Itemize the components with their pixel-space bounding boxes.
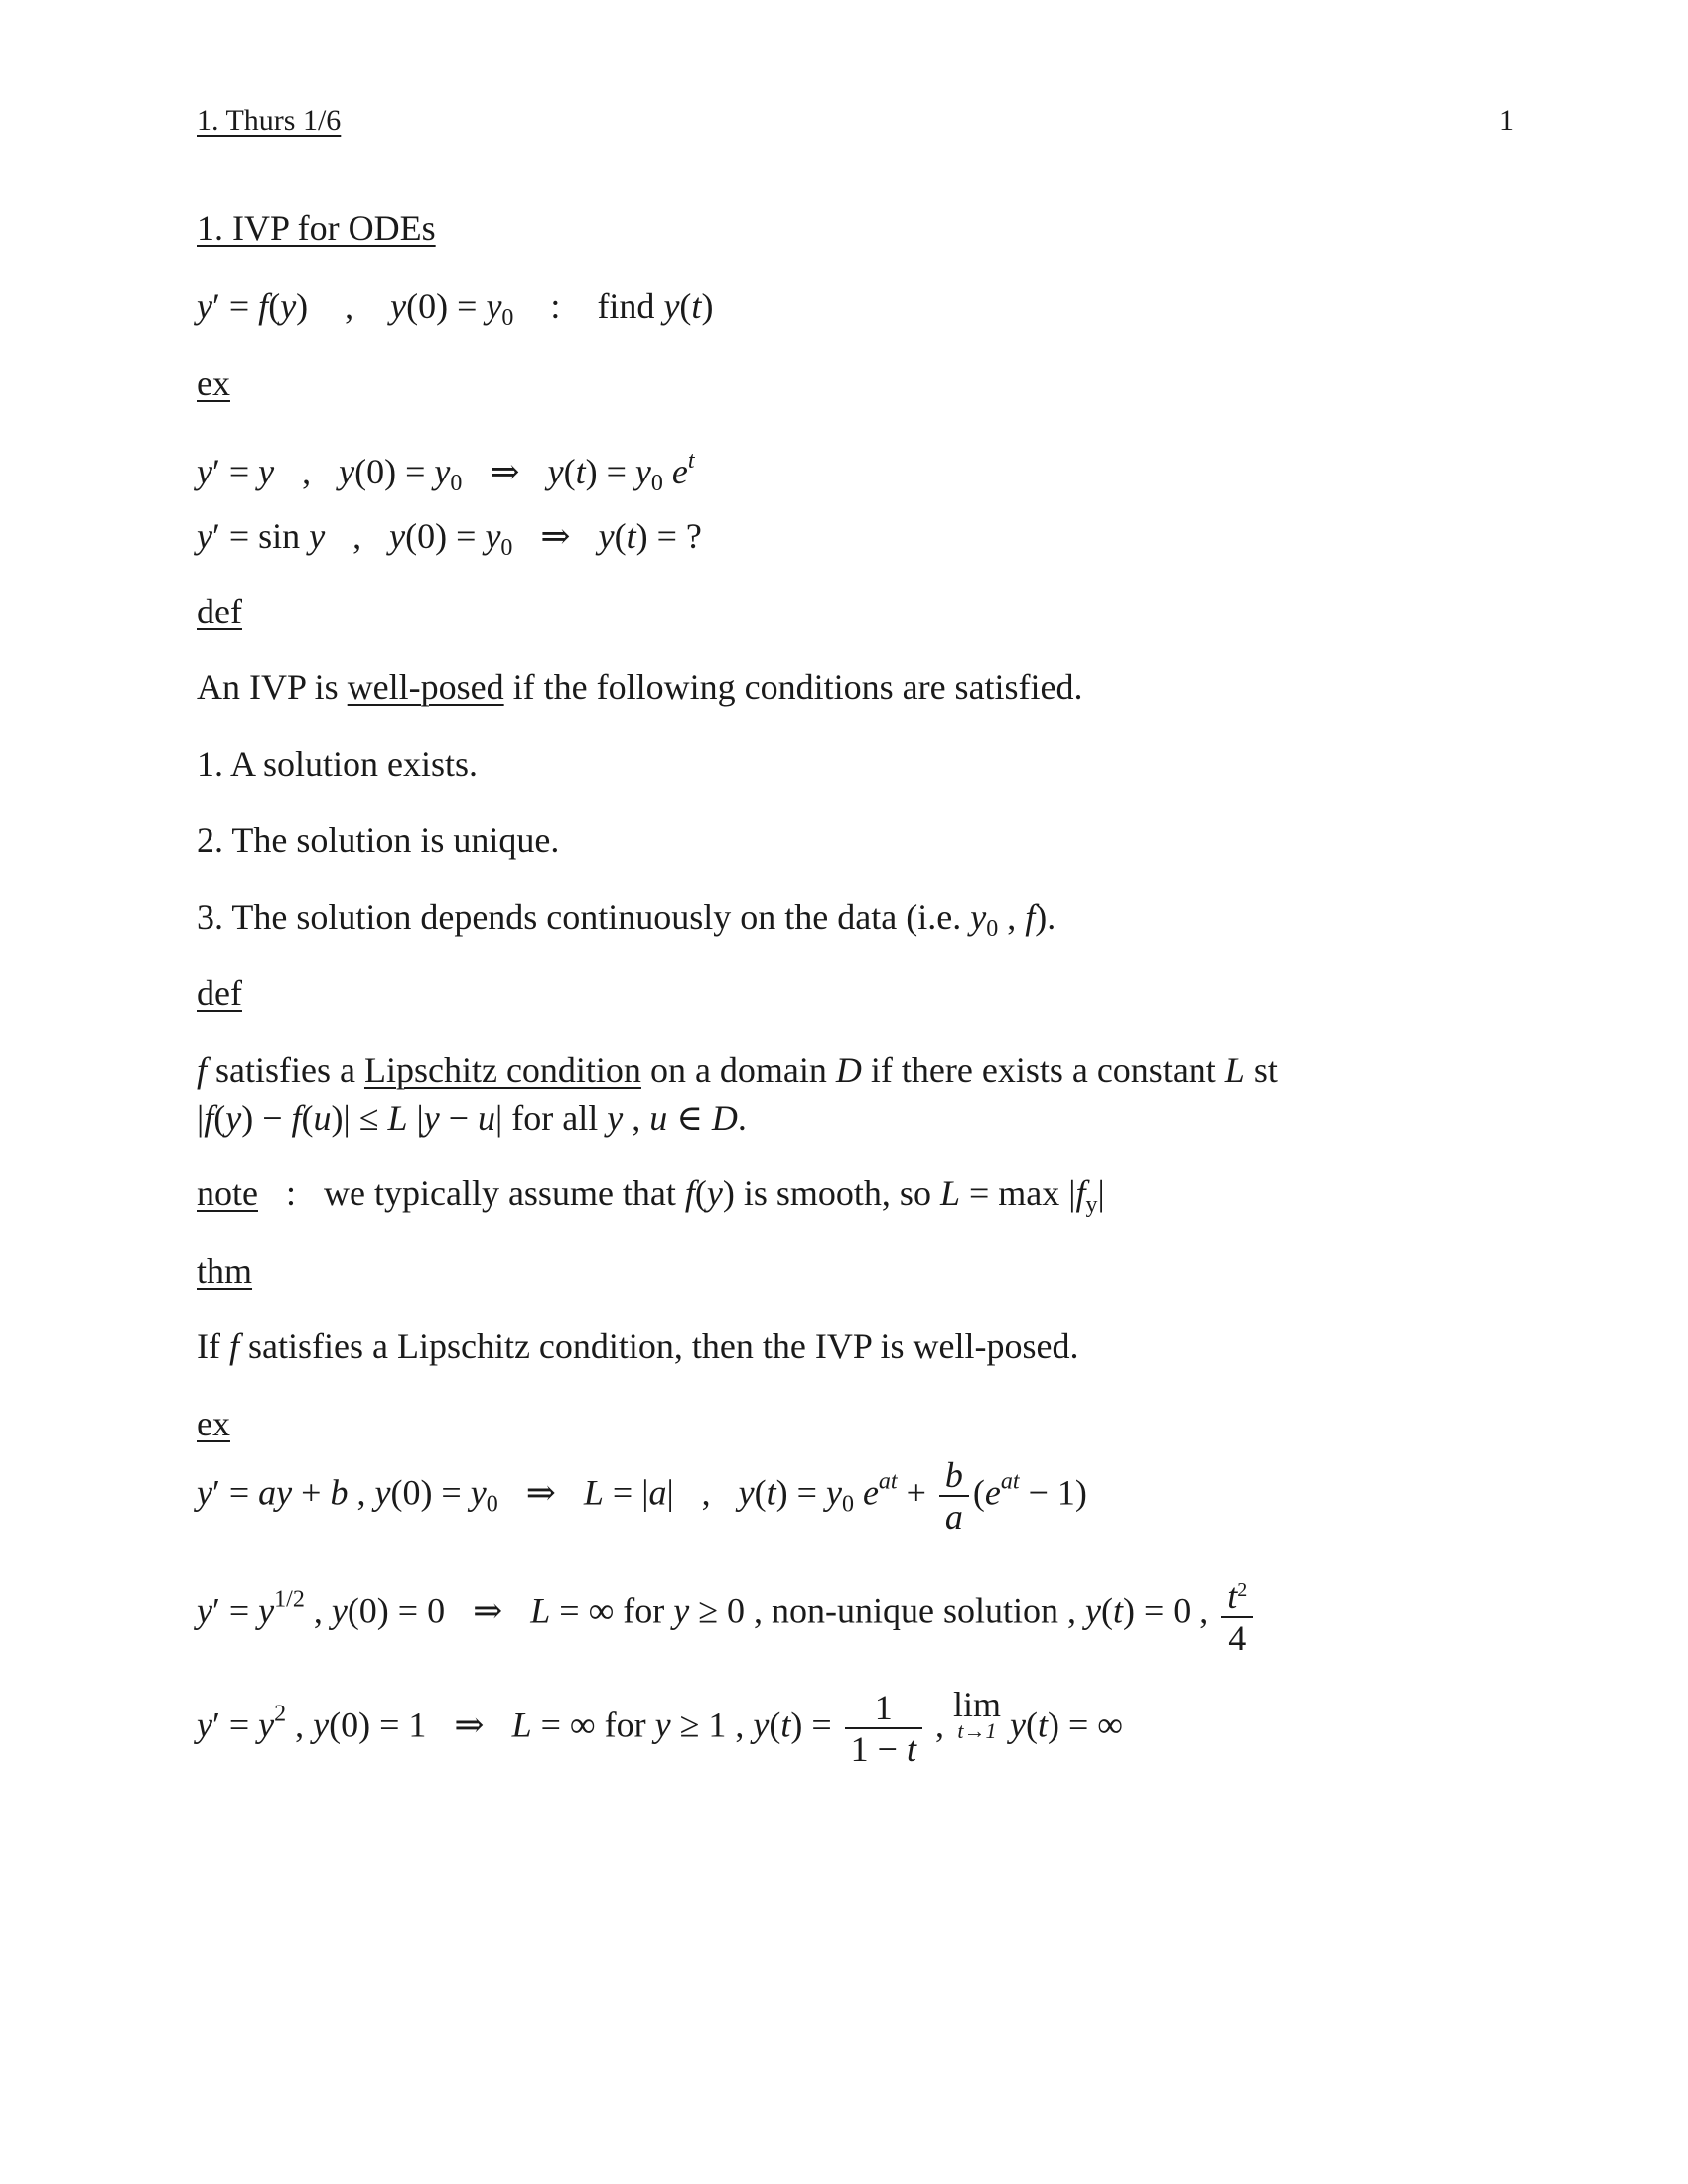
fraction-b-over-a: $\frac{b}{a}$ [939,1455,969,1537]
wellposed-definition: An IVP is well-posed if the following conditions are satisfied. [197,667,1083,707]
example-linear: y′ = ay + b , $y(0) = y_0$ ⇒ L = |a| , $y(t) = y_0$ $e^{at}$ + $\frac{b}{a}$ $(e^{at} - 1)$ [197,1455,1087,1537]
condition-1: 1. A solution exists. [197,745,479,784]
find-word: find [597,286,655,326]
label-thm: thm [197,1251,253,1291]
label-def-2: def [197,973,242,1013]
lipschitz-definition-line1: f satisfies a Lipschitz condition on a domain D if there exists a constant L st [197,1050,1278,1090]
section-title: 1. IVP for ODEs [197,208,436,248]
theorem-statement: If f satisfies a Lipschitz condition, then the IVP is well-posed. [197,1326,1079,1366]
fraction-t2-over-4: $\frac{t^2}{4}$ [1221,1570,1253,1658]
term-lipschitz: Lipschitz condition [363,1050,641,1090]
limit-expression: lim t→1 [952,1685,1001,1743]
condition-3: 3. The solution depends continuously on the data (i.e. $y_0$ , f). [197,897,1056,942]
running-header: 1. Thurs 1/6 [197,104,342,137]
fraction-1-over-1-minus-t: $\frac{1}{1 - t}$ [845,1688,922,1769]
note-line: note : we typically assume that f(y) is smooth, so $L = \max |f_y|$ [197,1173,1105,1218]
label-def-1: def [197,592,242,631]
example-square: $y' = y^2$ , y(0) = 1 ⇒ L = ∞ for y ≥ 1 , y(t) = $\frac{1}{1 - t}$ , lim t→1 y(t) = ∞ [197,1685,1123,1769]
example-sine: y′ = sin y , $y(0) = y_0$ ⇒ y(t) = ? [197,516,702,561]
condition-2: 2. The solution is unique. [197,820,560,860]
label-ex-1: ex [197,363,230,403]
term-well-posed: well-posed [347,667,504,707]
ivp-statement: y′ = f(y) , $y(0) = y_0$ : find y(t) [197,286,714,331]
example-exponential: y′ = y , $y(0) = y_0$ ⇒ $y(t) = y_0$ $e^t$ [197,448,695,496]
label-note: note [197,1173,258,1213]
label-ex-2: ex [197,1404,230,1443]
colon: : [550,286,561,326]
page-number: 1 [1499,104,1514,137]
comma: , [345,286,354,326]
example-sqrt: $y' = y^{1/2}$ , y(0) = 0 ⇒ L = ∞ for y ≥ 0 , non-unique solution , y(t) = 0 , $\frac{t^2}{4}$ [197,1570,1257,1658]
lipschitz-definition-line2: |f(y) − f(u)| ≤ L |y − u| for all y , u ∈ D. [197,1098,747,1138]
